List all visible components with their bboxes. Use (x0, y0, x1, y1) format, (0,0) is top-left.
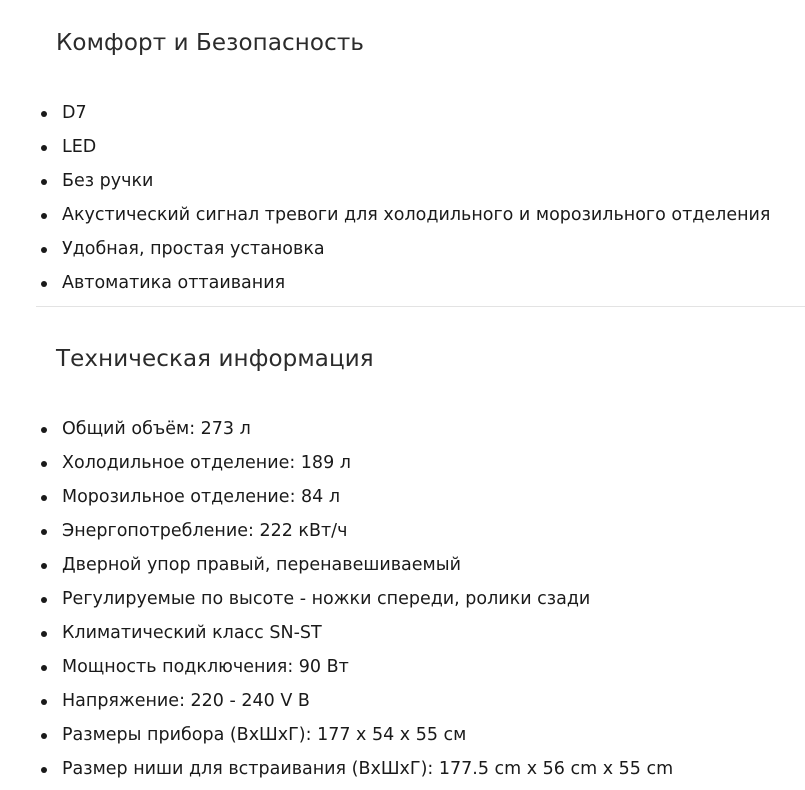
spec-text: Размер ниши для встраивания (ВхШхГ): 177.5 cm x 56 cm x 55 cm (62, 759, 674, 779)
list-item (0, 480, 805, 514)
spec-text: Морозильное отделение: 84 л (62, 487, 341, 507)
spec-text: Мощность подключения: 90 Вт (62, 657, 349, 677)
bullet-icon (41, 179, 47, 185)
bullet-icon (41, 111, 47, 117)
list-item (0, 650, 805, 684)
bullet-icon (41, 529, 47, 535)
list-item (0, 96, 805, 130)
list-item (0, 412, 805, 446)
comfort-features-list (0, 96, 805, 300)
feature-text: Без ручки (62, 171, 154, 191)
bullet-icon (41, 597, 47, 603)
bullet-icon (41, 427, 47, 433)
bullet-icon (41, 281, 47, 287)
spec-text: Холодильное отделение: 189 л (62, 453, 351, 473)
bullet-icon (41, 733, 47, 739)
bullet-icon (41, 213, 47, 219)
list-item (0, 198, 805, 232)
list-item (0, 266, 805, 300)
spec-text: Общий объём: 273 л (62, 419, 251, 439)
list-item (0, 718, 805, 752)
list-item (0, 616, 805, 650)
spec-text: Дверной упор правый, перенавешиваемый (62, 555, 461, 575)
bullet-icon (41, 665, 47, 671)
list-item (0, 548, 805, 582)
spec-text: Энергопотребление: 222 кВт/ч (62, 521, 348, 541)
spec-text: Регулируемые по высоте - ножки спереди, ролики сзади (62, 589, 591, 609)
bullet-icon (41, 145, 47, 151)
bullet-icon (41, 495, 47, 501)
spec-text: Размеры прибора (ВхШхГ): 177 x 54 x 55 см (62, 725, 467, 745)
feature-text: Удобная, простая установка (62, 239, 325, 259)
bullet-icon (41, 699, 47, 705)
feature-text: Акустический сигнал тревоги для холодильного и морозильного отделения (62, 205, 771, 225)
spec-text: Напряжение: 220 - 240 V B (62, 691, 310, 711)
list-item (0, 582, 805, 616)
comfort-safety-heading: Комфорт и Безопасность (56, 30, 364, 56)
bullet-icon (41, 563, 47, 569)
list-item (0, 164, 805, 198)
feature-text: Автоматика оттаивания (62, 273, 286, 293)
spec-text: Климатический класс SN-ST (62, 623, 322, 643)
bullet-icon (41, 461, 47, 467)
list-item (0, 130, 805, 164)
list-item (0, 232, 805, 266)
feature-text: D7 (62, 103, 87, 123)
bullet-icon (41, 631, 47, 637)
technical-info-heading: Техническая информация (56, 346, 374, 372)
feature-text: LED (62, 137, 97, 157)
list-item (0, 514, 805, 548)
bullet-icon (41, 767, 47, 773)
bullet-icon (41, 247, 47, 253)
list-item (0, 446, 805, 480)
list-item (0, 752, 805, 786)
list-item (0, 684, 805, 718)
section-divider (36, 306, 805, 307)
technical-specs-list (0, 412, 805, 786)
